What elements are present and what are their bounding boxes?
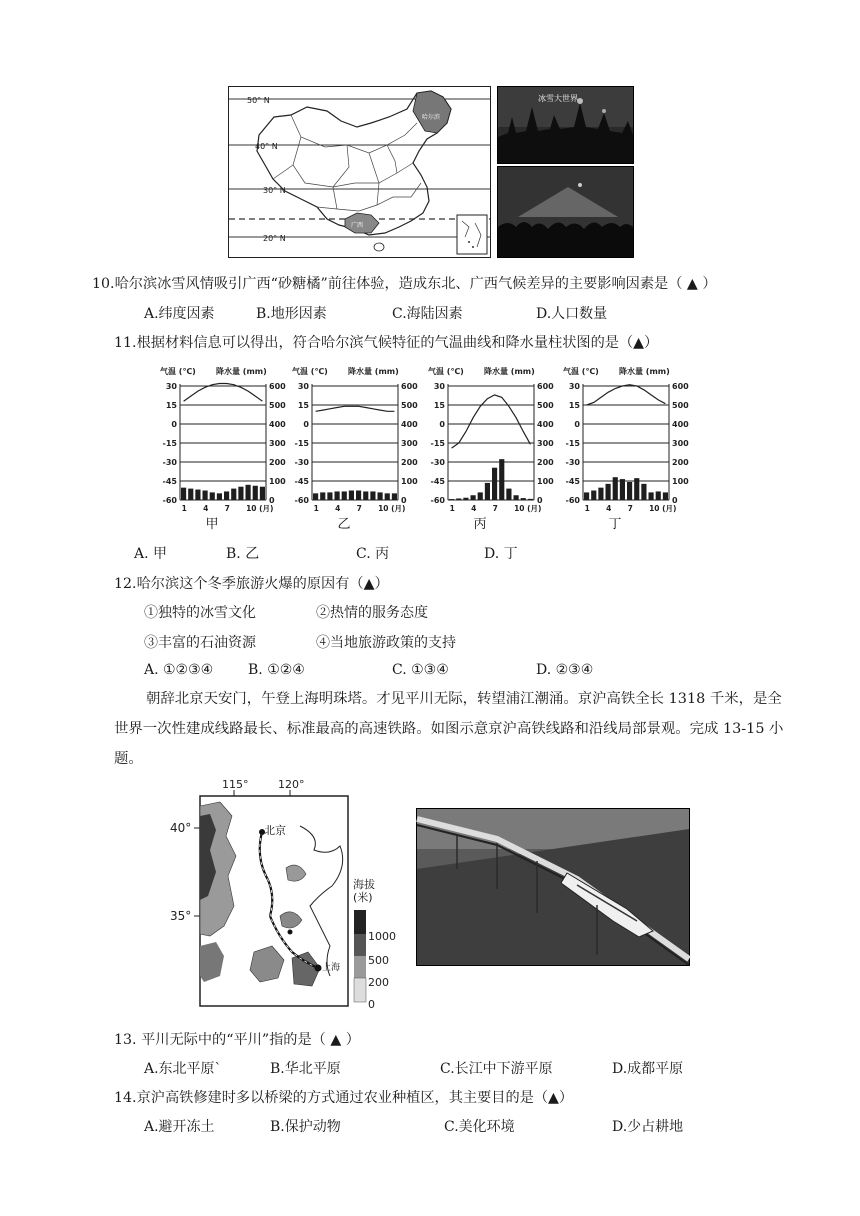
q12-option-a[interactable]: A. ①②③④	[144, 662, 214, 678]
precip-header: 降水量 (mm)	[216, 367, 267, 376]
temp-tick-label: 30	[433, 382, 445, 391]
precip-tick-label: 400	[269, 420, 286, 429]
q13-option-c[interactable]: C.长江中下游平原	[440, 1061, 553, 1077]
q11-option-c[interactable]: C. 丙	[356, 546, 390, 562]
temp-header: 气温 (℃)	[563, 367, 599, 376]
china-map	[228, 86, 491, 258]
temp-header: 气温 (℃)	[428, 367, 464, 376]
temp-tick-label: -30	[565, 458, 580, 467]
precip-tick-label: 500	[672, 401, 689, 410]
q13-option-b[interactable]: B.华北平原	[270, 1061, 341, 1077]
precip-bar	[471, 495, 476, 500]
month-tick-label: 10 (月)	[378, 504, 406, 513]
precip-tick-label: 400	[401, 420, 418, 429]
month-tick-label: 10 (月)	[649, 504, 677, 513]
precip-tick-label: 500	[401, 401, 418, 410]
climate-chart-bing	[428, 364, 558, 540]
precip-bar	[606, 484, 611, 500]
temp-tick-label: -15	[162, 439, 177, 448]
question-14-stem: 14.京沪高铁修建时多以桥梁的方式通过农业种植区，其主要目的是（▲）	[114, 1090, 574, 1106]
temp-tick-label: -60	[430, 496, 445, 505]
temp-tick-label: 0	[303, 420, 309, 429]
precip-bar	[499, 459, 504, 500]
precip-bar	[195, 490, 200, 500]
q10-option-c[interactable]: C.海陆因素	[392, 306, 463, 322]
precip-bar	[363, 491, 368, 500]
month-tick-label: 7	[224, 504, 230, 513]
q12-choice-2: ②热情的服务态度	[316, 605, 428, 621]
china-map-drawing	[229, 87, 490, 257]
precip-bar	[656, 491, 661, 500]
month-tick-label: 1	[313, 504, 319, 513]
precip-bar	[231, 489, 236, 500]
precip-bar	[521, 498, 526, 500]
temp-tick-label: -30	[294, 458, 309, 467]
temp-line	[587, 385, 666, 405]
temp-tick-label: 15	[568, 401, 580, 410]
precip-tick-label: 600	[537, 382, 554, 391]
month-tick-label: 7	[492, 504, 498, 513]
month-tick-label: 10 (月)	[514, 504, 542, 513]
question-10-stem: 10.哈尔滨冰雪风情吸引广西“砂糖橘”前往体验，造成东北、广西气候差异的主要影响因素是（ ▲ ）	[92, 276, 717, 292]
map2-lon-120: 120°	[278, 778, 305, 791]
lat-label-50: 50° N	[247, 96, 270, 105]
precip-bar	[649, 492, 654, 500]
precip-bar	[203, 491, 208, 501]
q12-choice-1: ①独特的冰雪文化	[144, 605, 256, 621]
temp-tick-label: 0	[574, 420, 580, 429]
map2-lon-115: 115°	[222, 778, 249, 791]
q11-option-a[interactable]: A. 甲	[134, 546, 168, 562]
q14-option-d[interactable]: D.少占耕地	[612, 1119, 684, 1135]
temp-tick-label: -60	[162, 496, 177, 505]
temp-tick-label: 15	[297, 401, 309, 410]
temp-header: 气温 (℃)	[160, 367, 196, 376]
q10-option-a[interactable]: A.纬度因素	[144, 306, 215, 322]
lat-label-30: 30° N	[263, 186, 286, 195]
precip-bar	[246, 485, 251, 500]
precip-bar	[349, 491, 354, 501]
precip-bar	[463, 498, 468, 500]
temp-tick-label: -15	[565, 439, 580, 448]
precip-header: 降水量 (mm)	[619, 367, 670, 376]
q12-option-c[interactable]: C. ①③④	[392, 662, 449, 678]
precip-bar	[260, 487, 265, 500]
climate-chart-ding	[563, 364, 693, 540]
precip-tick-label: 500	[269, 401, 286, 410]
question-13-stem: 13. 平川无际中的“平川”指的是（ ▲ ）	[114, 1032, 360, 1048]
temp-tick-label: 15	[165, 401, 177, 410]
precip-bar	[217, 493, 222, 500]
precip-bar	[327, 492, 332, 500]
chart-name-label: 丙	[473, 517, 487, 532]
shanghai-label: 上海	[322, 963, 341, 973]
question-11-stem: 11.根据材料信息可以得出，符合哈尔滨气候特征的气温曲线和降水量柱状图的是（▲）	[114, 335, 659, 351]
precip-bar	[238, 487, 243, 500]
precip-bar	[627, 482, 632, 500]
q12-choice-4: ④当地旅游政策的支持	[316, 635, 456, 651]
precip-bar	[370, 491, 375, 500]
harbin-label: 哈尔滨	[422, 114, 441, 121]
lat-label-20: 20° N	[263, 234, 286, 243]
beijing-label: 北京	[264, 824, 286, 837]
q14-option-c[interactable]: C.美化环境	[444, 1119, 515, 1135]
precip-bar	[641, 484, 646, 500]
temp-tick-label: 0	[439, 420, 445, 429]
precip-bar	[598, 488, 603, 500]
temp-tick-label: -30	[162, 458, 177, 467]
precip-tick-label: 600	[401, 382, 418, 391]
precip-tick-label: 100	[537, 477, 554, 486]
temp-tick-label: -60	[294, 496, 309, 505]
guangxi-label: 广西	[351, 222, 364, 229]
temp-tick-label: -15	[430, 439, 445, 448]
map2-lat-40: 40°	[170, 821, 192, 835]
month-tick-label: 1	[181, 504, 187, 513]
precip-tick-label: 400	[537, 420, 554, 429]
precip-bar	[342, 491, 347, 500]
q14-option-b[interactable]: B.保护动物	[270, 1119, 341, 1135]
precip-bar	[313, 493, 318, 500]
temp-tick-label: -45	[565, 477, 580, 486]
q11-option-d[interactable]: D. 丁	[484, 546, 518, 562]
map2-lat-35: 35°	[170, 909, 192, 923]
month-tick-label: 1	[584, 504, 590, 513]
precip-bar	[485, 483, 490, 500]
precip-tick-label: 600	[269, 382, 286, 391]
precip-bar	[449, 499, 454, 500]
chart-name-label: 乙	[337, 517, 351, 532]
precip-tick-label: 300	[401, 439, 418, 448]
legend-tick-0: 0	[368, 998, 375, 1011]
precip-tick-label: 600	[672, 382, 689, 391]
precip-tick-label: 0	[537, 496, 543, 505]
precip-tick-label: 200	[672, 458, 689, 467]
q10-option-d[interactable]: D.人口数量	[536, 306, 608, 322]
temp-tick-label: -45	[430, 477, 445, 486]
legend-tick-200: 200	[368, 976, 389, 989]
precip-bar	[335, 491, 340, 500]
precip-tick-label: 300	[269, 439, 286, 448]
precip-bar	[378, 492, 383, 500]
precip-tick-label: 400	[672, 420, 689, 429]
chart-name-label: 丁	[608, 517, 622, 532]
temp-tick-label: -45	[294, 477, 309, 486]
precip-tick-label: 0	[401, 496, 407, 505]
precip-tick-label: 100	[672, 477, 689, 486]
precip-bar	[456, 498, 461, 500]
climate-chart-jia	[160, 364, 290, 540]
precip-tick-label: 200	[401, 458, 418, 467]
temp-tick-label: 30	[297, 382, 309, 391]
q12-choice-3: ③丰富的石油资源	[144, 635, 256, 651]
q14-option-a[interactable]: A.避开冻土	[144, 1119, 215, 1135]
temp-tick-label: -45	[162, 477, 177, 486]
precip-tick-label: 300	[537, 439, 554, 448]
precip-bar	[613, 477, 618, 500]
precip-bar	[385, 493, 390, 500]
q11-option-b[interactable]: B. 乙	[226, 546, 260, 562]
ice-world-photo	[497, 86, 634, 164]
precip-tick-label: 0	[672, 496, 678, 505]
jinghu-map	[170, 776, 402, 1011]
climate-chart-yi	[292, 364, 422, 540]
temp-line	[316, 406, 395, 411]
precip-bar	[514, 495, 519, 500]
q12-option-b[interactable]: B. ①②④	[248, 662, 305, 678]
precip-header: 降水量 (mm)	[484, 367, 535, 376]
month-tick-label: 1	[449, 504, 455, 513]
precip-bar	[224, 491, 229, 500]
legend-title: 海拔 (米)	[353, 878, 375, 904]
precip-bar	[320, 492, 325, 500]
precip-tick-label: 500	[537, 401, 554, 410]
month-tick-label: 4	[471, 504, 477, 513]
temp-line	[452, 395, 531, 448]
precip-bar	[478, 492, 483, 500]
month-tick-label: 10 (月)	[246, 504, 274, 513]
temp-tick-label: 15	[433, 401, 445, 410]
precip-tick-label: 100	[269, 477, 286, 486]
temp-tick-label: 30	[165, 382, 177, 391]
month-tick-label: 7	[627, 504, 633, 513]
precip-bar	[210, 492, 215, 500]
precip-tick-label: 100	[401, 477, 418, 486]
precip-bar	[528, 499, 533, 500]
precip-bar	[634, 478, 639, 500]
precip-bar	[356, 491, 361, 501]
precip-bar	[188, 489, 193, 500]
legend-tick-500: 500	[368, 954, 389, 967]
precip-bar	[584, 492, 589, 500]
temp-tick-label: 0	[171, 420, 177, 429]
month-tick-label: 4	[203, 504, 209, 513]
ice-world-caption: 冰雪大世界	[538, 94, 578, 103]
q12-option-d[interactable]: D. ②③④	[536, 662, 594, 678]
lat-label-40: 40° N	[255, 142, 278, 151]
precip-header: 降水量 (mm)	[348, 367, 399, 376]
precip-bar	[392, 493, 397, 500]
precip-bar	[620, 479, 625, 500]
legend-tick-1000: 1000	[368, 930, 396, 943]
temp-tick-label: -15	[294, 439, 309, 448]
temp-header: 气温 (℃)	[292, 367, 328, 376]
precip-bar	[181, 488, 186, 500]
precip-tick-label: 0	[269, 496, 275, 505]
high-speed-train-photo	[416, 808, 690, 966]
temp-tick-label: -30	[430, 458, 445, 467]
temp-tick-label: -60	[565, 496, 580, 505]
q13-option-a[interactable]: A.东北平原`	[144, 1061, 222, 1077]
precip-tick-label: 200	[269, 458, 286, 467]
precip-bar	[253, 486, 258, 500]
precip-tick-label: 300	[672, 439, 689, 448]
precip-bar	[663, 492, 668, 500]
precip-bar	[506, 489, 511, 500]
temp-tick-label: 30	[568, 382, 580, 391]
reading-passage: 朝辞北京天安门，午登上海明珠塔。才见平川无际，转望浦江潮涌。京沪高铁全长 1318 千米，是全世界一次性建成线路最长、标准最高的高速铁路。如图示意京沪高铁线路和沿线局部景观。完成 13-15 小题。	[114, 691, 784, 767]
crowd-photo	[497, 166, 634, 258]
precip-bar	[591, 491, 596, 501]
chart-name-label: 甲	[205, 517, 219, 532]
precip-tick-label: 200	[537, 458, 554, 467]
month-tick-label: 7	[356, 504, 362, 513]
precip-bar	[492, 468, 497, 500]
q13-option-d[interactable]: D.成都平原	[612, 1061, 684, 1077]
question-12-stem: 12.哈尔滨这个冬季旅游火爆的原因有（▲）	[114, 576, 389, 592]
q10-option-b[interactable]: B.地形因素	[256, 306, 327, 322]
month-tick-label: 4	[335, 504, 341, 513]
month-tick-label: 4	[606, 504, 612, 513]
